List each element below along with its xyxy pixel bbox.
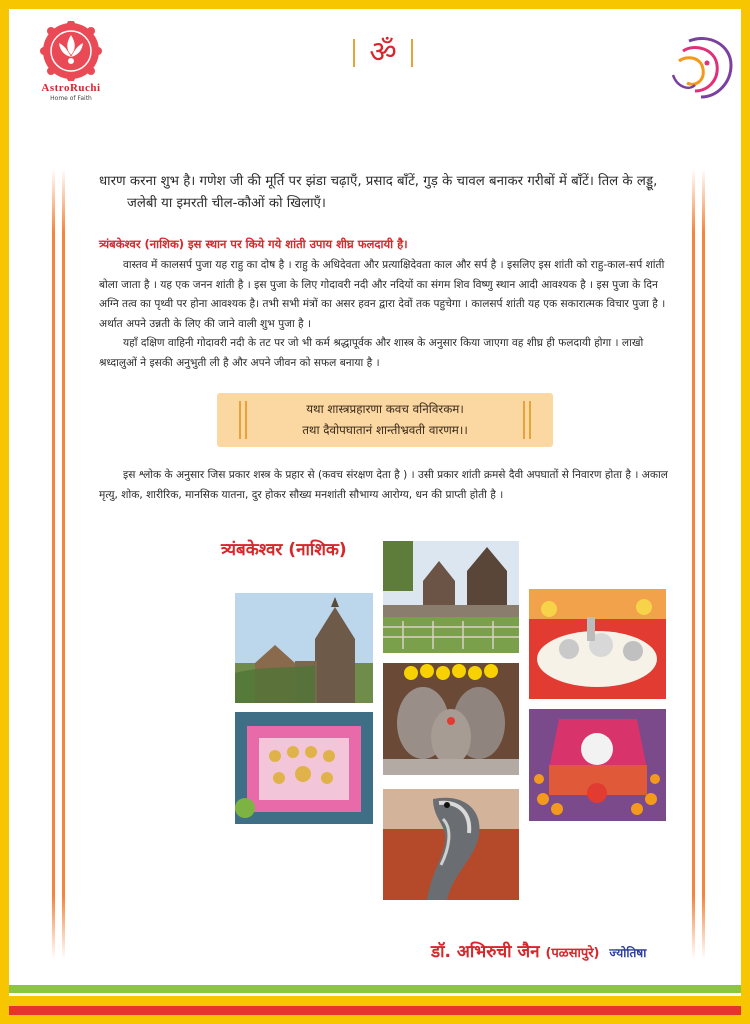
brand-tagline: Home of Faith [50, 95, 92, 102]
photo-shivling [383, 663, 519, 775]
right-stick-1 [692, 169, 695, 959]
om-emblem [351, 33, 415, 73]
ganesha-icon [659, 31, 739, 111]
photo-puja-altar [529, 589, 666, 699]
photo-decorated-deity [529, 709, 666, 821]
shloka-line-2: तथा दैवोपघातानं शान्तीभ्रवती वारणम।। [302, 423, 468, 437]
photo-temple-complex [383, 541, 519, 653]
footer-band-gold [9, 996, 741, 1006]
footer-band-red [9, 1006, 741, 1024]
photo-temple [235, 593, 373, 703]
paragraph-shloka-meaning: इस श्लोक के अनुसार जिस प्रकार शस्त्र के प्रहार से (कवच संरक्षण देता है ) । उसी प्रकार शांती क्रमसे दैवी अपघातों से निवारण होता है । अकाल मृत्यु, शोक, शारीरिक, मानसिक यातना, दुर होकर सौख्य मनशांती सौभाग्य आरोग्य, धन की प्राप्ती होती है । [99, 469, 668, 501]
paragraph-kalsarp: वास्तव में कालसर्प पुजा यह राहु का दोष है । राहु के अधिदेवता और प्रत्याक्षिदेवता काल और सर्प है । इसलिए इस शांती को राहु-काल-सर्प शांती बोला जाता है । यह एक जनन शांती है । इस पुजा के लिए गोदावरी नदी और नदियों का संगम शिव विष्णु स्थान आदी आवश्यक है । इस पुजा के दिन अग्नि तत्व का पृथ्वी पर होना आवश्यक है। तभी सभी मंत्रों का असर हवन द्वारा देवों तक पहुचेगा । कालसर्प शांती यह एक सकारात्मक विचार पुजा है । अर्थात अपने उन्नती के लिए की जाने वाली शुभ पुजा है । [99, 259, 666, 330]
om-icon: ॐ [369, 35, 397, 70]
shloka-bar [523, 401, 525, 439]
author-title: ज्योतिषा [609, 946, 647, 960]
photo-kalash-arrangement [235, 712, 373, 824]
photo-cobra [383, 789, 519, 900]
shloka-box [217, 393, 553, 447]
brand-logo[interactable] [23, 21, 119, 102]
section-heading: त्र्यंबकेश्वर (नाशिक) इस स्थान पर किये गये शांती उपाय शीघ्र फलदायी है। [99, 237, 408, 251]
intro-line-2: जलेबी या इमरती चील-कौओं को खिलाएँ। [127, 196, 326, 211]
om-left-bar [353, 39, 355, 67]
om-right-bar [411, 39, 413, 67]
left-stick-2 [62, 169, 65, 959]
intro-paragraph [99, 171, 669, 215]
paragraph-godavari: यहाँ दक्षिण वाहिनी गोदावरी नदी के तट पर जो भी कर्म श्रद्धापूर्वक और शास्त्र के अनुसार किया जाएगा वह शीघ्र ही फलदायी होगा । लाखो श्रध्दालुओं ने इसकी अनुभुती ली है और अपने जीवन को सफल बनाया है । [99, 337, 644, 369]
right-stick-2 [702, 169, 705, 959]
shloka-line-1: यथा शास्त्रप्रहारणा कवच वनिविरकम। [306, 402, 464, 416]
author-name: डॉ. अभिरुची जैन [431, 942, 540, 962]
shloka-bar [245, 401, 247, 439]
intro-line-1: धारण करना शुभ है। गणेश जी की मूर्ति पर झंडा चढ़ाएँ, प्रसाद बाँटें, गुड़ के चावल बनाकर गरीबों में बाँटें। तिल के लड्डू, [99, 174, 658, 189]
shloka-bar [239, 401, 241, 439]
gallery-title: त्र्यंबकेश्वर (नाशिक) [221, 540, 347, 560]
left-stick-1 [52, 169, 55, 959]
footer-band-green [9, 985, 741, 993]
author-place: (पळसापुरे) [545, 946, 600, 961]
brand-name: AstroRuchi [41, 82, 101, 94]
author-signature [431, 939, 646, 962]
main-content [99, 171, 669, 374]
shloka-bar [529, 401, 531, 439]
lotus-logo-icon [38, 21, 104, 81]
